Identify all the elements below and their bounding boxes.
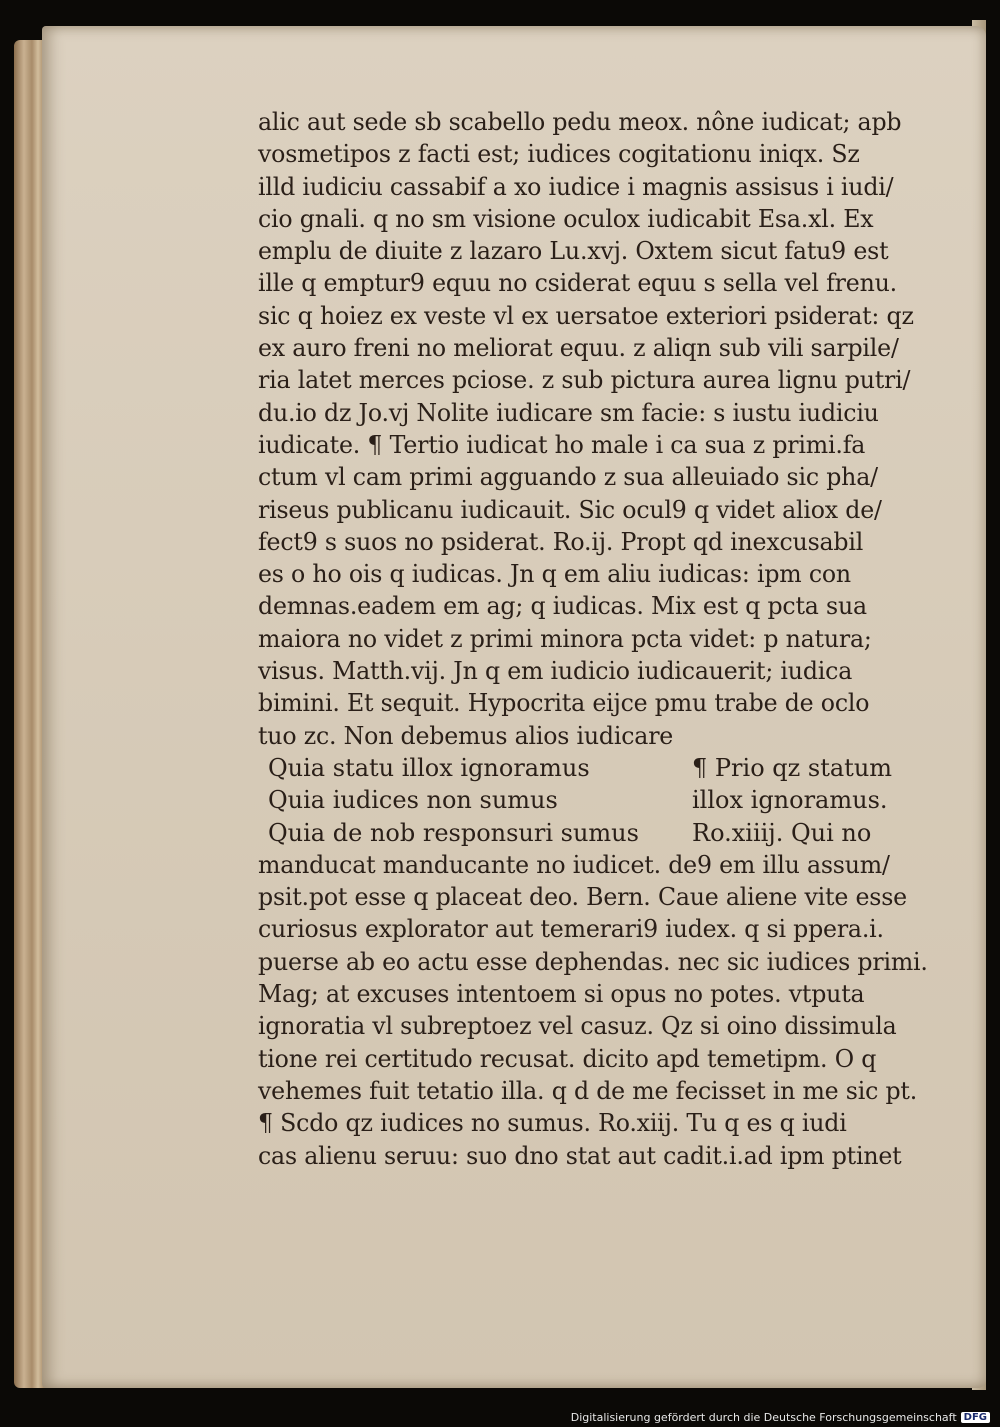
text-block [258,106,948,1172]
text-line: illd iudiciu cassabif a xo iudice i magnis assisus i iudi/ [258,172,894,201]
text-line: riseus publicanu iudicauit. Sic ocul9 q videt aliox de/ [258,495,882,524]
text-line: tione rei certitudo recusat. dicito apd temetipm. O q [258,1044,877,1073]
text-line: visus. Matth.vij. Jn q em iudicio iudicauerit; iudica [258,657,853,686]
two-column-row [258,784,948,816]
footer-credit [571,1411,990,1424]
text-line: ctum vl cam primi agguando z sua alleuiado sic pha/ [258,463,878,492]
text-line: ignoratia vl subreptoez vel casuz. Qz si oino dissimula [258,1012,897,1041]
text-line: demnas.eadem em ag; q iudicas. Mix est q pcta sua [258,592,867,621]
text-line: cas alienu seruu: suo dno stat aut cadit.i.ad ipm ptinet [258,1141,902,1170]
column-right-text: illox ignoramus. [692,786,888,815]
text-line: maiora no videt z primi minora pcta videt: p natura; [258,624,872,653]
text-line: ex auro freni no meliorat equu. z aliqn sub vili sarpile/ [258,334,899,363]
text-line: vehemes fuit tetatio illa. q d de me fecisset in me sic pt. [258,1076,918,1105]
text-line: alic aut sede sb scabello pedu meox. nône iudicat; apb [258,108,902,136]
text-line: iudicate. ¶ Tertio iudicat ho male i ca sua z primi.fa [258,430,866,459]
text-line: fect9 s suos no psiderat. Ro.ij. Propt qd inexcusabil [258,527,864,556]
text-line: manducat manducante no iudicet. de9 em illu assum/ [258,850,890,879]
text-line: sic q hoiez ex veste vl ex uersatoe exteriori psiderat: qz [258,301,914,330]
text-line: cio gnali. q no sm visione oculox iudicabit Esa.xl. Ex [258,204,874,233]
text-line: tuo zc. Non debemus alios iudicare [258,721,674,750]
column-left-text: Quia de nob responsuri sumus [268,818,639,847]
text-line: puerse ab eo actu esse dephendas. nec sic iudices primi. [258,947,928,976]
column-right-text: Ro.xiiij. Qui no [692,818,872,847]
text-line: du.io dz Jo.vj Nolite iudicare sm facie: s iustu iudiciu [258,398,879,427]
text-line: Mag; at excuses intentoem si opus no potes. vtputa [258,980,865,1009]
text-line: ¶ Scdo qz iudices no sumus. Ro.xiij. Tu q es q iudi [258,1109,847,1138]
text-line: vosmetipos z facti est; iudices cogitationu iniqx. Sz [258,140,860,169]
two-column-row [258,752,948,784]
text-line: emplu de diuite z lazaro Lu.xvj. Oxtem sicut fatu9 est [258,237,889,266]
text-line: ille q emptur9 equu no csiderat equu s sella vel frenu. [258,269,897,298]
footer-text: Digitalisierung gefördert durch die Deutsche Forschungsgemeinschaft [570,1411,957,1424]
text-line: curiosus explorator aut temerari9 iudex. q si ppera.i. [258,915,884,944]
text-line: es o ho ois q iudicas. Jn q em aliu iudicas: ipm con [258,560,851,589]
text-line: bimini. Et sequit. Hypocrita eijce pmu trabe de oclo [258,689,870,718]
column-right-text: ¶ Prio qz statum [692,753,893,782]
column-left-text: Quia iudices non sumus [268,786,558,815]
text-line: psit.pot esse q placeat deo. Bern. Caue aliene vite esse [258,883,907,912]
text-line: ria latet merces pciose. z sub pictura aurea lignu putri/ [258,366,911,395]
two-column-row [258,817,948,849]
column-left-text: Quia statu illox ignoramus [268,753,590,782]
dfg-logo: DFG [961,1412,990,1423]
